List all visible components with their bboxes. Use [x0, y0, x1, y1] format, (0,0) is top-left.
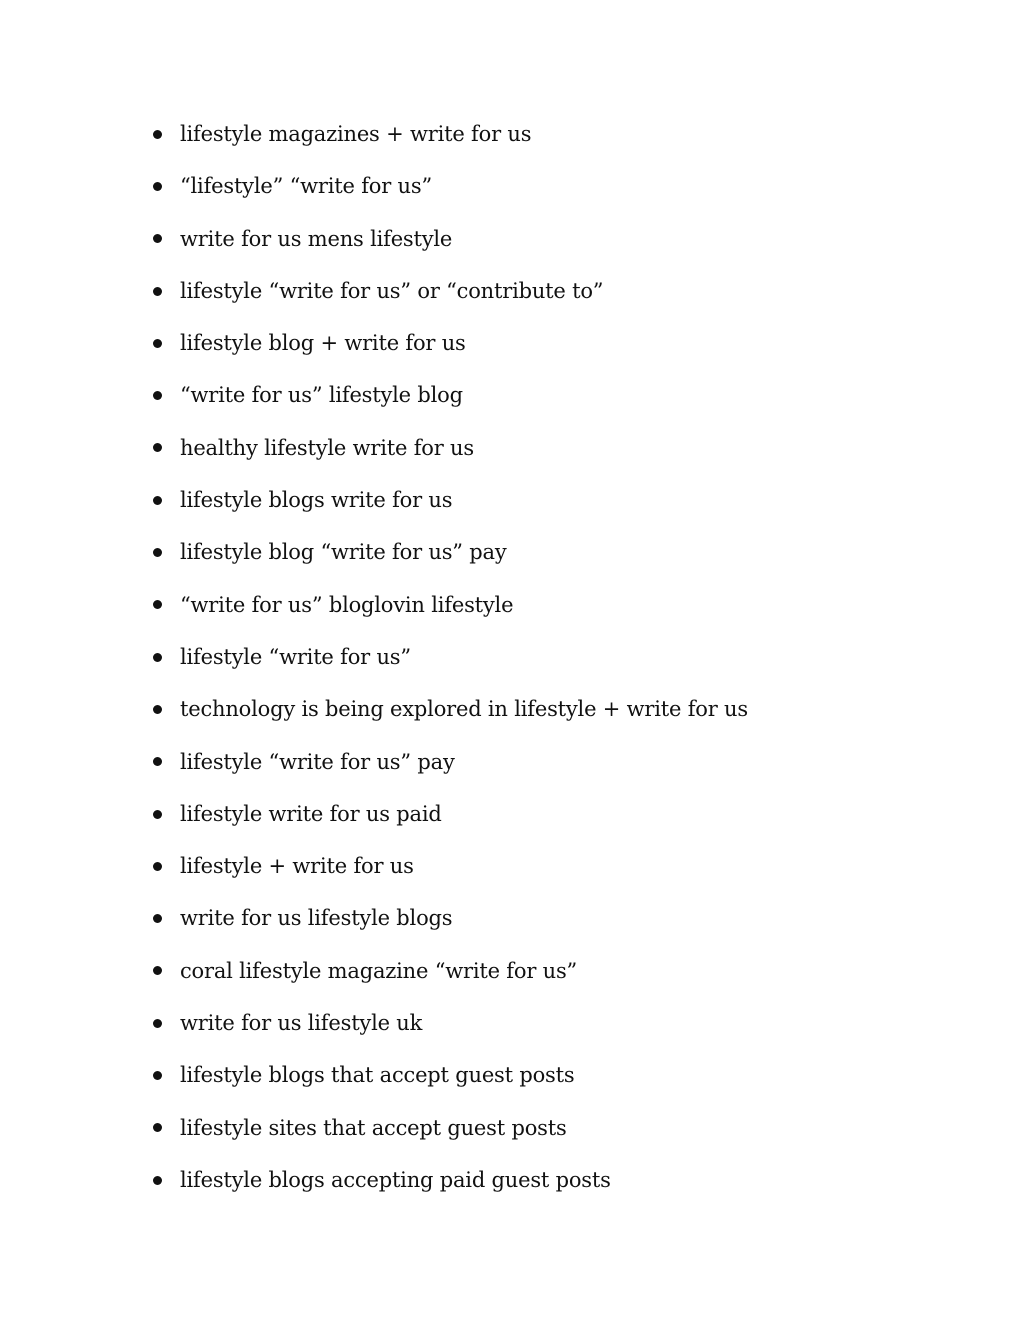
bullet-icon: [153, 1019, 162, 1028]
bullet-icon: [153, 182, 162, 191]
list-item: [150, 422, 950, 474]
list-item-text: lifestyle “write for us” or “contribute to”: [180, 278, 604, 303]
list-item-text: lifestyle blog “write for us” pay: [180, 540, 507, 565]
list-item: [150, 997, 950, 1049]
list-item: [150, 631, 950, 683]
list-item: [150, 892, 950, 944]
list-item-text: write for us lifestyle blogs: [180, 906, 453, 931]
list-item: [150, 108, 950, 160]
bullet-icon: [153, 914, 162, 923]
list-item-text: “lifestyle” “write for us”: [180, 174, 432, 199]
list-item: [150, 788, 950, 840]
bullet-icon: [153, 966, 162, 975]
bullet-icon: [153, 130, 162, 139]
list-item: [150, 317, 950, 369]
bullet-icon: [153, 757, 162, 766]
bullet-icon: [153, 339, 162, 348]
list-item: [150, 736, 950, 788]
list-item-text: “write for us” bloglovin lifestyle: [180, 592, 514, 617]
list-item: [150, 579, 950, 631]
bullet-icon: [153, 443, 162, 452]
list-item: [150, 683, 950, 735]
list-item: [150, 1102, 950, 1154]
bullet-icon: [153, 1071, 162, 1080]
list-item: [150, 945, 950, 997]
list-item: [150, 474, 950, 526]
list-item-text: lifestyle blogs that accept guest posts: [180, 1063, 575, 1088]
bullet-icon: [153, 653, 162, 662]
list-item: [150, 265, 950, 317]
list-item-text: lifestyle write for us paid: [180, 801, 442, 826]
list-item-text: technology is being explored in lifestyle + write for us: [180, 697, 748, 722]
bullet-icon: [153, 391, 162, 400]
bullet-icon: [153, 234, 162, 243]
list-item-text: lifestyle magazines + write for us: [180, 122, 532, 146]
list-item: [150, 1154, 950, 1206]
list-item: [150, 840, 950, 892]
keyword-bullet-list: [150, 108, 950, 1206]
bullet-icon: [153, 496, 162, 505]
list-item-text: “write for us” lifestyle blog: [180, 383, 463, 408]
list-item: [150, 160, 950, 212]
list-item-text: lifestyle “write for us” pay: [180, 749, 455, 774]
list-item-text: lifestyle blogs accepting paid guest posts: [180, 1167, 611, 1192]
bullet-icon: [153, 1176, 162, 1185]
bullet-icon: [153, 862, 162, 871]
list-item-text: coral lifestyle magazine “write for us”: [180, 958, 578, 983]
list-item-text: write for us mens lifestyle: [180, 226, 453, 251]
list-item: [150, 213, 950, 265]
bullet-icon: [153, 600, 162, 609]
list-item: [150, 369, 950, 421]
list-item-text: lifestyle blog + write for us: [180, 331, 466, 356]
list-item: [150, 526, 950, 578]
list-item: [150, 1049, 950, 1101]
list-item-text: lifestyle blogs write for us: [180, 488, 453, 513]
bullet-icon: [153, 810, 162, 819]
list-item-text: healthy lifestyle write for us: [180, 435, 474, 460]
list-item-text: lifestyle + write for us: [180, 854, 414, 879]
bullet-icon: [153, 705, 162, 714]
list-item-text: lifestyle sites that accept guest posts: [180, 1115, 567, 1140]
list-item-text: write for us lifestyle uk: [180, 1011, 423, 1036]
bullet-icon: [153, 287, 162, 296]
bullet-icon: [153, 548, 162, 557]
bullet-icon: [153, 1123, 162, 1132]
list-item-text: lifestyle “write for us”: [180, 644, 411, 669]
